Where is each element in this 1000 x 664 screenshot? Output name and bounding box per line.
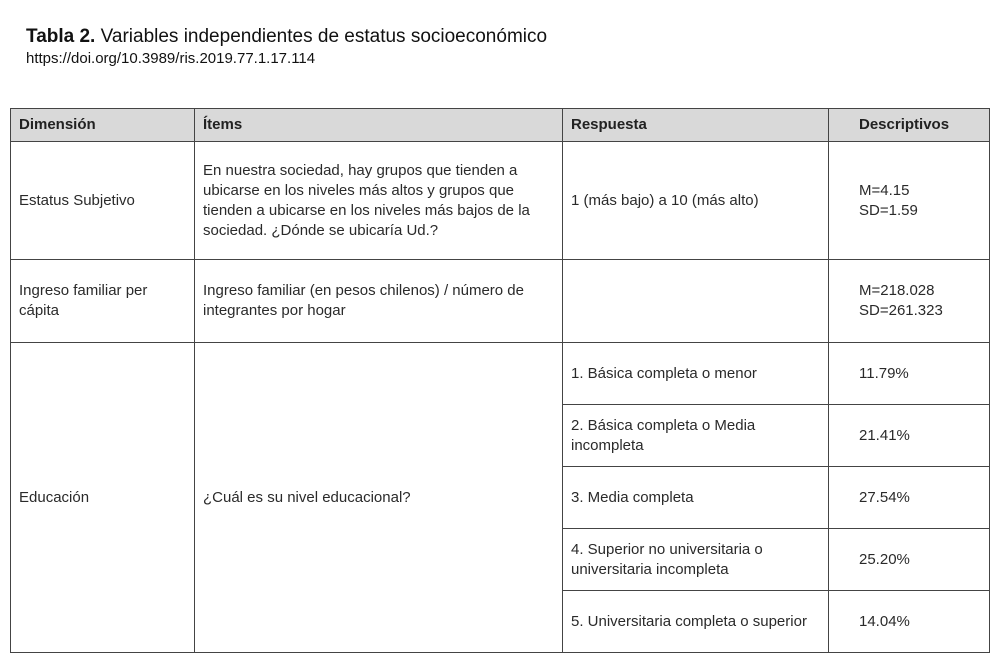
cell-item: En nuestra sociedad, hay grupos que tienden a ubicarse en los niveles más altos y grupos que tienden a ubicarse en los niveles más bajos de la sociedad. ¿Dónde se ubicaría Ud.? <box>195 142 563 260</box>
cell-dimension: Ingreso familiar per cápita <box>11 260 195 343</box>
cell-descriptivos: 25.20% <box>829 529 990 591</box>
header-dimension: Dimensión <box>11 109 195 142</box>
cell-descriptivos: 21.41% <box>829 405 990 467</box>
doi-link[interactable]: https://doi.org/10.3989/ris.2019.77.1.17.114 <box>26 50 316 67</box>
header-items: Ítems <box>195 109 563 142</box>
cell-respuesta: 5. Universitaria completa o superior <box>563 591 829 653</box>
table-row <box>11 260 990 343</box>
cell-respuesta: 2. Básica completa o Media incompleta <box>563 405 829 467</box>
table-caption <box>26 26 547 69</box>
cell-respuesta: 4. Superior no universitaria o universitaria incompleta <box>563 529 829 591</box>
cell-descriptivos: 14.04% <box>829 591 990 653</box>
cell-dimension: Educación <box>11 343 195 653</box>
cell-item: Ingreso familiar (en pesos chilenos) / número de integrantes por hogar <box>195 260 563 343</box>
cell-descriptivos: 11.79% <box>829 343 990 405</box>
cell-item: ¿Cuál es su nivel educacional? <box>195 343 563 653</box>
cell-descriptivos: M=218.028 SD=261.323 <box>829 260 990 343</box>
header-descriptivos: Descriptivos <box>829 109 990 142</box>
cell-respuesta: 3. Media completa <box>563 467 829 529</box>
cell-respuesta: 1 (más bajo) a 10 (más alto) <box>563 142 829 260</box>
cell-respuesta: 1. Básica completa o menor <box>563 343 829 405</box>
cell-descriptivos: 27.54% <box>829 467 990 529</box>
table-header-row <box>11 109 990 142</box>
table-row <box>11 343 990 405</box>
cell-descriptivos: M=4.15 SD=1.59 <box>829 142 990 260</box>
cell-dimension: Estatus Subjetivo <box>11 142 195 260</box>
header-respuesta: Respuesta <box>563 109 829 142</box>
table-label: Tabla 2. <box>26 26 96 47</box>
table-title-text: Variables independientes de estatus socioeconómico <box>100 26 548 47</box>
cell-respuesta <box>563 260 829 343</box>
variables-table <box>10 108 990 653</box>
table-row <box>11 142 990 260</box>
table-title <box>26 26 547 48</box>
